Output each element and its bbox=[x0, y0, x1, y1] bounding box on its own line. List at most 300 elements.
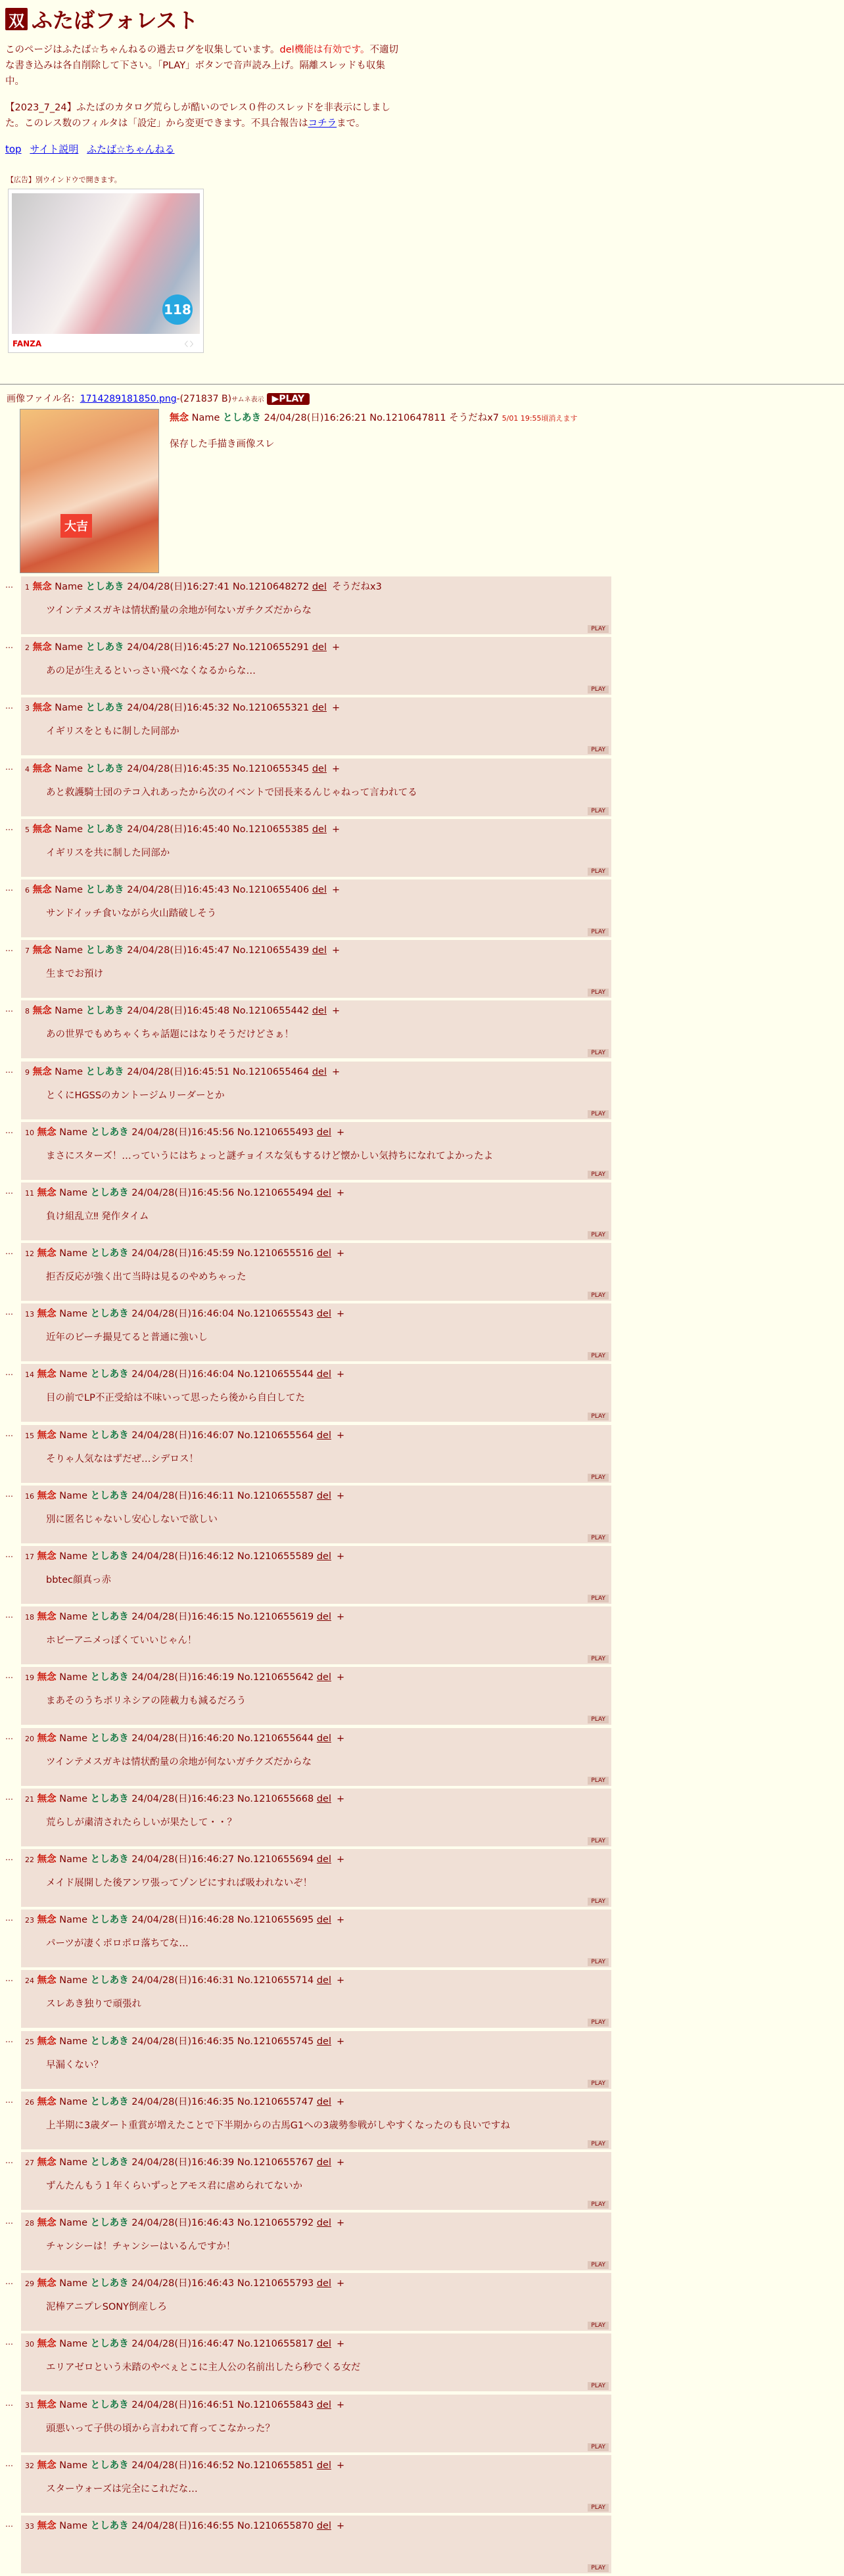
reply-post-number[interactable]: No.1210655694 bbox=[237, 1854, 314, 1865]
reply-sodane[interactable]: + bbox=[336, 1854, 345, 1865]
reply-sodane[interactable]: + bbox=[331, 824, 340, 835]
reply-play-button[interactable]: PLAY bbox=[588, 1958, 609, 1966]
reply-datetime: 24/04/28(日)16:46:20 bbox=[131, 1733, 235, 1744]
reply bbox=[21, 1606, 611, 1664]
reply-number: 4 bbox=[25, 764, 30, 774]
reply-del-link[interactable]: del bbox=[312, 763, 327, 774]
reply-sodane[interactable]: + bbox=[336, 1309, 345, 1320]
reply-post-number[interactable]: No.1210655745 bbox=[237, 2036, 314, 2047]
reply-name-label: Name bbox=[59, 1127, 87, 1138]
reply-dots[interactable]: … bbox=[5, 1186, 13, 1196]
reply-row bbox=[5, 2455, 611, 2516]
reply-body: 目の前でLP不正受給は不味いって思ったら後から自白してた bbox=[46, 1393, 305, 1404]
reply-post-number[interactable]: No.1210655747 bbox=[237, 2096, 314, 2107]
reply-play-button[interactable]: PLAY bbox=[588, 2443, 609, 2451]
reply-del-link[interactable]: del bbox=[312, 642, 327, 653]
reply bbox=[21, 2152, 611, 2210]
reply-dots[interactable]: … bbox=[5, 822, 13, 832]
reply-play-button[interactable]: PLAY bbox=[588, 2564, 609, 2572]
reply-name: としあき bbox=[90, 1672, 129, 1683]
reply-row bbox=[5, 2516, 611, 2576]
reply-del-link[interactable]: del bbox=[316, 2521, 331, 2531]
reply-dots[interactable]: … bbox=[5, 944, 13, 954]
reply-play-button[interactable]: PLAY bbox=[588, 625, 609, 633]
reply-del-link[interactable]: del bbox=[312, 824, 327, 835]
reply-post-number[interactable]: No.1210655291 bbox=[232, 642, 310, 653]
reply-subject: 無念 bbox=[37, 1612, 57, 1623]
reply bbox=[21, 1667, 611, 1725]
reply-name-label: Name bbox=[55, 642, 83, 653]
reply-del-link[interactable]: del bbox=[316, 2399, 331, 2410]
reply-header bbox=[25, 1609, 344, 1623]
reply-header bbox=[25, 1064, 340, 1078]
reply-subject: 無念 bbox=[37, 1369, 57, 1380]
reply-name-label: Name bbox=[55, 884, 83, 895]
reply-sodane[interactable]: + bbox=[331, 1006, 340, 1017]
reply-del-link[interactable]: del bbox=[316, 1733, 331, 1744]
reply-header bbox=[25, 1852, 344, 1865]
reply-del-link[interactable]: del bbox=[316, 1127, 331, 1138]
reply-sodane[interactable]: + bbox=[336, 2157, 345, 2168]
reply-number: 31 bbox=[25, 2400, 34, 2410]
reply-del-link[interactable]: del bbox=[316, 1490, 331, 1501]
reply-post-number[interactable]: No.1210655493 bbox=[237, 1127, 314, 1138]
reply-play-button[interactable]: PLAY bbox=[588, 1413, 609, 1420]
reply-header bbox=[25, 700, 340, 714]
reply-sodane[interactable]: + bbox=[331, 642, 340, 653]
reply-name: としあき bbox=[85, 884, 124, 895]
reply-dots[interactable]: … bbox=[5, 883, 13, 893]
reply-header bbox=[25, 943, 340, 956]
reply-play-button[interactable]: PLAY bbox=[588, 1474, 609, 1482]
reply-sodane[interactable]: + bbox=[331, 703, 340, 714]
reply-body: ツインテメスガキは情状酌量の余地が何ないガチクズだからな bbox=[46, 1756, 312, 1768]
reply-post-number[interactable]: No.1210655817 bbox=[237, 2339, 314, 2350]
reply-datetime: 24/04/28(日)16:45:59 bbox=[131, 1248, 235, 1259]
reply-dots[interactable]: … bbox=[5, 762, 13, 772]
reply-post-number[interactable]: No.1210655587 bbox=[237, 1490, 314, 1501]
reply-sodane[interactable]: + bbox=[336, 1127, 345, 1138]
reply-play-button[interactable]: PLAY bbox=[588, 2019, 609, 2026]
reply-datetime: 24/04/28(日)16:46:52 bbox=[131, 2460, 235, 2471]
reply-subject: 無念 bbox=[32, 945, 52, 956]
reply-sodane[interactable]: + bbox=[336, 2399, 345, 2410]
reply-row bbox=[5, 1728, 611, 1789]
reply-header bbox=[25, 2215, 344, 2229]
reply-body: サンドイッチ食いながら火山踏破しそう bbox=[46, 908, 217, 919]
reply-dots[interactable]: … bbox=[5, 2034, 13, 2044]
nav-futaba-link[interactable]: ふたば☆ちゃんねる bbox=[87, 143, 175, 155]
reply-del-link[interactable]: del bbox=[316, 2157, 331, 2168]
reply-del-link[interactable]: del bbox=[316, 1187, 331, 1198]
reply-header bbox=[25, 1973, 344, 1986]
reply-post-number[interactable]: No.1210655516 bbox=[237, 1248, 314, 1259]
reply-post-number[interactable]: No.1210655644 bbox=[237, 1733, 314, 1744]
reply-post-number[interactable]: No.1210655870 bbox=[237, 2521, 314, 2531]
reply-play-button[interactable]: PLAY bbox=[588, 1716, 609, 1723]
reply-name-label: Name bbox=[59, 2278, 87, 2289]
reply-sodane[interactable]: + bbox=[336, 2096, 345, 2107]
reply-del-link[interactable]: del bbox=[316, 1793, 331, 1804]
reply-sodane[interactable]: + bbox=[336, 1612, 345, 1623]
reply-subject: 無念 bbox=[37, 1975, 57, 1986]
reply-dots[interactable]: … bbox=[5, 2519, 13, 2529]
reply-header bbox=[25, 1125, 344, 1138]
reply-datetime: 24/04/28(日)16:46:55 bbox=[131, 2521, 235, 2531]
op-datetime: 24/04/28(日)16:26:21 bbox=[264, 413, 367, 423]
reply-datetime: 24/04/28(日)16:46:47 bbox=[131, 2339, 235, 2350]
reply-subject: 無念 bbox=[37, 2157, 57, 2168]
reply-dots[interactable]: … bbox=[5, 641, 13, 651]
reply-play-button[interactable]: PLAY bbox=[588, 1049, 609, 1057]
reply-datetime: 24/04/28(日)16:45:47 bbox=[127, 945, 230, 956]
reply-datetime: 24/04/28(日)16:45:48 bbox=[127, 1006, 230, 1017]
reply-subject: 無念 bbox=[37, 2036, 57, 2047]
reply-play-button[interactable]: PLAY bbox=[588, 1171, 609, 1179]
reply-dots[interactable]: … bbox=[5, 2337, 13, 2347]
reply-subject: 無念 bbox=[37, 1248, 57, 1259]
reply-dots[interactable]: … bbox=[5, 1489, 13, 1499]
reply-body: 別に匿名じゃないし安心しないで欲しい bbox=[46, 1514, 218, 1525]
reply bbox=[21, 1728, 611, 1786]
reply-sodane[interactable]: + bbox=[336, 1551, 345, 1562]
reply bbox=[21, 759, 611, 816]
reply-dots[interactable]: … bbox=[5, 2458, 13, 2468]
reply-datetime: 24/04/28(日)16:27:41 bbox=[127, 582, 230, 592]
reply-header bbox=[25, 1731, 344, 1745]
op-image[interactable] bbox=[20, 409, 159, 573]
reply-del-link[interactable]: del bbox=[316, 1309, 331, 1320]
reply-post-number[interactable]: No.1210655695 bbox=[237, 1915, 314, 1926]
reply-header bbox=[25, 640, 340, 653]
reply-post-number[interactable]: No.1210655439 bbox=[232, 945, 310, 956]
reply-play-button[interactable]: PLAY bbox=[588, 1110, 609, 1118]
reply-sodane[interactable]: + bbox=[331, 763, 340, 774]
reply-header bbox=[25, 579, 382, 593]
reply-dots[interactable]: … bbox=[5, 1004, 13, 1014]
reply-name-label: Name bbox=[59, 2036, 87, 2047]
intro-text bbox=[5, 42, 400, 131]
reply-datetime: 24/04/28(日)16:46:35 bbox=[131, 2096, 235, 2107]
ad-label: 【広告】別ウインドウで開きます。 bbox=[7, 176, 122, 184]
reply-name-label: Name bbox=[55, 945, 83, 956]
reply-post-number[interactable]: No.1210655792 bbox=[237, 2218, 314, 2229]
reply-play-button[interactable]: PLAY bbox=[588, 1898, 609, 1906]
reply-dots[interactable]: … bbox=[5, 2277, 13, 2287]
op-image-text: 大吉 bbox=[60, 514, 92, 538]
reply-del-link[interactable]: del bbox=[312, 945, 327, 956]
reply-sodane[interactable]: + bbox=[336, 1793, 345, 1804]
reply bbox=[21, 1546, 611, 1604]
reply-dots[interactable]: … bbox=[5, 1428, 13, 1438]
reply-dots[interactable]: … bbox=[5, 1307, 13, 1317]
reply bbox=[21, 576, 611, 634]
reply-body: 近年のビーチ撮見てると普通に強いし bbox=[46, 1332, 208, 1344]
reply-post-number[interactable]: No.1210655589 bbox=[237, 1551, 314, 1562]
reply-row bbox=[5, 1062, 611, 1122]
reply-subject: 無念 bbox=[32, 582, 52, 592]
reply-post-number[interactable]: No.1210655544 bbox=[237, 1369, 314, 1380]
reply-play-button[interactable]: PLAY bbox=[588, 1231, 609, 1239]
reply-sodane[interactable]: + bbox=[336, 1490, 345, 1501]
reply-dots[interactable]: … bbox=[5, 2155, 13, 2165]
reply-body: 生までお預け bbox=[46, 969, 103, 980]
intro-text-2b: まで。 bbox=[337, 118, 365, 129]
op-subject: 無念 bbox=[170, 413, 189, 423]
reply-dots[interactable]: … bbox=[5, 1852, 13, 1862]
reply-sodane[interactable]: + bbox=[336, 1915, 345, 1926]
reply-row bbox=[5, 637, 611, 697]
reply-dots[interactable]: … bbox=[5, 2216, 13, 2226]
op-sodane[interactable]: そうだねx7 bbox=[449, 413, 500, 423]
reply-dots[interactable]: … bbox=[5, 2398, 13, 2408]
reply-post-number[interactable]: No.1210655543 bbox=[237, 1309, 314, 1320]
reply-subject: 無念 bbox=[37, 2339, 57, 2350]
reply-dots[interactable]: … bbox=[5, 1792, 13, 1802]
reply-post-number[interactable]: No.1210655345 bbox=[232, 763, 310, 774]
reply-del-link[interactable]: del bbox=[316, 1975, 331, 1986]
reply-sodane[interactable]: + bbox=[336, 1430, 345, 1441]
ad-carousel-arrows[interactable]: 〈 〉 bbox=[181, 341, 197, 348]
reply-play-button[interactable]: PLAY bbox=[588, 2140, 609, 2148]
reply-post-number[interactable]: No.1210655843 bbox=[237, 2399, 314, 2410]
op-number[interactable]: No.1210647811 bbox=[369, 413, 446, 423]
reply-play-button[interactable]: PLAY bbox=[588, 807, 609, 815]
reply-play-button[interactable]: PLAY bbox=[588, 686, 609, 693]
reply-sodane[interactable]: + bbox=[336, 2521, 345, 2531]
reply-row bbox=[5, 1183, 611, 1243]
site-logo-icon[interactable]: 双 bbox=[5, 8, 28, 30]
reply-play-button[interactable]: PLAY bbox=[588, 1837, 609, 1845]
reply-post-number[interactable]: No.1210655442 bbox=[232, 1006, 310, 1017]
reply-number: 17 bbox=[25, 1553, 34, 1561]
reply-dots[interactable]: … bbox=[5, 580, 13, 590]
reply-play-button[interactable]: PLAY bbox=[588, 1352, 609, 1360]
reply-del-link[interactable]: del bbox=[316, 2096, 331, 2107]
reply-body: そりゃ人気なはずだぜ…シデロス！ bbox=[46, 1453, 199, 1464]
ad-banner[interactable] bbox=[8, 189, 204, 353]
reply-body: ずんたんもう１年くらいずっとアモス君に虐められてないか bbox=[46, 2180, 303, 2191]
reply-datetime: 24/04/28(日)16:46:35 bbox=[131, 2036, 235, 2047]
intro-del-note: del機能は有効です。 bbox=[279, 45, 370, 55]
op-name: としあき bbox=[223, 413, 261, 423]
bug-report-link[interactable]: コチラ bbox=[308, 118, 337, 129]
reply-play-button[interactable]: PLAY bbox=[588, 2504, 609, 2512]
reply-del-link[interactable]: del bbox=[316, 2278, 331, 2289]
reply-body: あと救護騎士団のテコ入れあったから次のイベントで団長来るんじゃねって言われてる bbox=[46, 787, 417, 798]
reply bbox=[21, 819, 611, 877]
reply-header bbox=[25, 2458, 344, 2471]
reply-name-label: Name bbox=[59, 1975, 87, 1986]
reply-datetime: 24/04/28(日)16:46:27 bbox=[131, 1854, 235, 1865]
reply-name: としあき bbox=[90, 2096, 129, 2107]
reply-play-button[interactable]: PLAY bbox=[588, 1595, 609, 1603]
ad-brand-logo[interactable]: FANZA bbox=[12, 339, 42, 348]
reply-name-label: Name bbox=[55, 582, 83, 592]
reply-post-number[interactable]: No.1210655668 bbox=[237, 1793, 314, 1804]
reply-sodane[interactable]: + bbox=[336, 1733, 345, 1744]
reply-play-button[interactable]: PLAY bbox=[588, 2080, 609, 2088]
reply-del-link[interactable]: del bbox=[312, 703, 327, 714]
reply-row bbox=[5, 2152, 611, 2213]
reply-subject: 無念 bbox=[37, 1309, 57, 1320]
reply-del-link[interactable]: del bbox=[316, 1369, 331, 1380]
reply-sodane[interactable]: + bbox=[331, 1066, 340, 1077]
reply-dots[interactable]: … bbox=[5, 2095, 13, 2105]
nav-about-link[interactable]: サイト説明 bbox=[30, 143, 79, 155]
reply-body: あの足が生えるといっさい飛べなくなるからな… bbox=[46, 666, 256, 677]
reply-header bbox=[25, 1670, 344, 1683]
reply-number: 24 bbox=[25, 1977, 34, 1986]
reply-play-button[interactable]: PLAY bbox=[588, 989, 609, 996]
reply-dots[interactable]: … bbox=[5, 1913, 13, 1923]
reply-dots[interactable]: … bbox=[5, 1065, 13, 1075]
reply-play-button[interactable]: PLAY bbox=[588, 2201, 609, 2209]
reply-play-button[interactable]: PLAY bbox=[588, 1534, 609, 1542]
reply-play-button[interactable]: PLAY bbox=[588, 1292, 609, 1300]
reply-name: としあき bbox=[85, 824, 124, 835]
reply-sodane[interactable]: そうだねx3 bbox=[331, 582, 382, 592]
reply-name: としあき bbox=[85, 1006, 124, 1017]
reply-row bbox=[5, 1606, 611, 1667]
reply-dots[interactable]: … bbox=[5, 1731, 13, 1741]
reply-post-number[interactable]: No.1210655494 bbox=[237, 1187, 314, 1198]
reply-sodane[interactable]: + bbox=[336, 2278, 345, 2289]
reply-sodane[interactable]: + bbox=[331, 884, 340, 895]
reply-number: 18 bbox=[25, 1613, 34, 1622]
reply-post-number[interactable]: No.1210655767 bbox=[237, 2157, 314, 2168]
reply-name-label: Name bbox=[55, 703, 83, 714]
reply-play-button[interactable]: PLAY bbox=[588, 2261, 609, 2269]
reply-play-button[interactable]: PLAY bbox=[588, 2382, 609, 2390]
reply-post-number[interactable]: No.1210655564 bbox=[237, 1430, 314, 1441]
reply-name: としあき bbox=[90, 1551, 129, 1562]
reply-sodane[interactable]: + bbox=[336, 2460, 345, 2471]
reply-number: 28 bbox=[25, 2219, 34, 2228]
reply-play-button[interactable]: PLAY bbox=[588, 746, 609, 754]
reply-post-number[interactable]: No.1210655851 bbox=[237, 2460, 314, 2471]
reply-number: 23 bbox=[25, 1916, 34, 1925]
reply-sodane[interactable]: + bbox=[336, 1672, 345, 1683]
reply-del-link[interactable]: del bbox=[316, 1915, 331, 1926]
reply-post-number[interactable]: No.1210655385 bbox=[232, 824, 310, 835]
reply-name: としあき bbox=[90, 1248, 129, 1259]
reply-post-number[interactable]: No.1210655642 bbox=[237, 1672, 314, 1683]
reply bbox=[21, 1849, 611, 1907]
reply-dots[interactable]: … bbox=[5, 1974, 13, 1984]
reply-datetime: 24/04/28(日)16:46:04 bbox=[131, 1309, 235, 1320]
reply bbox=[21, 1789, 611, 1846]
reply-dots[interactable]: … bbox=[5, 701, 13, 711]
reply-name: としあき bbox=[85, 642, 124, 653]
reply-play-button[interactable]: PLAY bbox=[588, 868, 609, 876]
file-name-link[interactable]: 1714289181850.png bbox=[80, 394, 177, 404]
reply-post-number[interactable]: No.1210655793 bbox=[237, 2278, 314, 2289]
reply bbox=[21, 2213, 611, 2270]
reply-dots[interactable]: … bbox=[5, 1368, 13, 1378]
reply bbox=[21, 1062, 611, 1119]
reply-row bbox=[5, 1486, 611, 1546]
reply-del-link[interactable]: del bbox=[316, 1672, 331, 1683]
reply-sodane[interactable]: + bbox=[336, 1248, 345, 1259]
reply-del-link[interactable]: del bbox=[316, 1551, 331, 1562]
reply-sodane[interactable]: + bbox=[331, 945, 340, 956]
reply-subject: 無念 bbox=[37, 2521, 57, 2531]
reply-del-link[interactable]: del bbox=[312, 582, 327, 592]
reply-header bbox=[25, 882, 340, 896]
reply-del-link[interactable]: del bbox=[316, 2218, 331, 2229]
reply-datetime: 24/04/28(日)16:45:35 bbox=[127, 763, 230, 774]
reply-del-link[interactable]: del bbox=[316, 1854, 331, 1865]
reply-del-link[interactable]: del bbox=[312, 1066, 327, 1077]
reply-post-number[interactable]: No.1210655714 bbox=[237, 1975, 314, 1986]
reply-number: 16 bbox=[25, 1491, 34, 1501]
reply-del-link[interactable]: del bbox=[316, 2339, 331, 2350]
reply-header bbox=[25, 1185, 344, 1199]
reply bbox=[21, 1486, 611, 1543]
reply-name: としあき bbox=[90, 2218, 129, 2229]
reply-row bbox=[5, 1425, 611, 1486]
reply-subject: 無念 bbox=[37, 2096, 57, 2107]
reply-sodane[interactable]: + bbox=[336, 2218, 345, 2229]
reply-name-label: Name bbox=[59, 1187, 87, 1198]
reply-dots[interactable]: … bbox=[5, 1247, 13, 1257]
reply-name: としあき bbox=[90, 2157, 129, 2168]
reply-post-number[interactable]: No.1210655321 bbox=[232, 703, 310, 714]
reply-play-button[interactable]: PLAY bbox=[588, 1777, 609, 1785]
reply-sodane[interactable]: + bbox=[336, 1187, 345, 1198]
reply-del-link[interactable]: del bbox=[316, 1248, 331, 1259]
reply-del-link[interactable]: del bbox=[312, 884, 327, 895]
reply-name-label: Name bbox=[59, 1612, 87, 1623]
ad-badge: 118 bbox=[162, 294, 193, 325]
reply-name: としあき bbox=[90, 2521, 129, 2531]
reply-dots[interactable]: … bbox=[5, 1125, 13, 1135]
reply-dots[interactable]: … bbox=[5, 1550, 13, 1559]
reply-name: としあき bbox=[85, 582, 124, 592]
reply-datetime: 24/04/28(日)16:46:43 bbox=[131, 2278, 235, 2289]
reply-del-link[interactable]: del bbox=[316, 1612, 331, 1623]
reply-del-link[interactable]: del bbox=[316, 1430, 331, 1441]
reply-subject: 無念 bbox=[37, 1490, 57, 1501]
reply-del-link[interactable]: del bbox=[316, 2036, 331, 2047]
reply-post-number[interactable]: No.1210655464 bbox=[232, 1066, 310, 1077]
reply-del-link[interactable]: del bbox=[316, 2460, 331, 2471]
reply-sodane[interactable]: + bbox=[336, 1975, 345, 1986]
reply-dots[interactable]: … bbox=[5, 1671, 13, 1681]
reply-body: 荒らしが粛清されたらしいが果たして・・？ bbox=[46, 1817, 237, 1828]
reply-name-label: Name bbox=[55, 763, 83, 774]
reply-dots[interactable]: … bbox=[5, 1610, 13, 1620]
reply-play-button[interactable]: PLAY bbox=[588, 2322, 609, 2330]
reply-play-button[interactable]: PLAY bbox=[588, 1655, 609, 1663]
divider bbox=[0, 384, 844, 385]
reply-post-number[interactable]: No.1210655619 bbox=[237, 1612, 314, 1623]
reply-row bbox=[5, 2092, 611, 2152]
op-play-button[interactable]: ▶PLAY bbox=[267, 393, 310, 405]
reply-del-link[interactable]: del bbox=[312, 1006, 327, 1017]
reply-sodane[interactable]: + bbox=[336, 1369, 345, 1380]
reply-body: あの世界でもめちゃくちゃ話題にはなりそうだけどさぁ！ bbox=[46, 1029, 294, 1041]
reply-post-number[interactable]: No.1210655406 bbox=[232, 884, 310, 895]
nav-top-link[interactable]: top bbox=[5, 143, 22, 155]
reply-name: としあき bbox=[90, 1369, 129, 1380]
reply-play-button[interactable]: PLAY bbox=[588, 928, 609, 936]
reply-sodane[interactable]: + bbox=[336, 2339, 345, 2350]
reply-post-number[interactable]: No.1210648272 bbox=[232, 582, 310, 592]
reply bbox=[21, 2455, 611, 2513]
reply-sodane[interactable]: + bbox=[336, 2036, 345, 2047]
